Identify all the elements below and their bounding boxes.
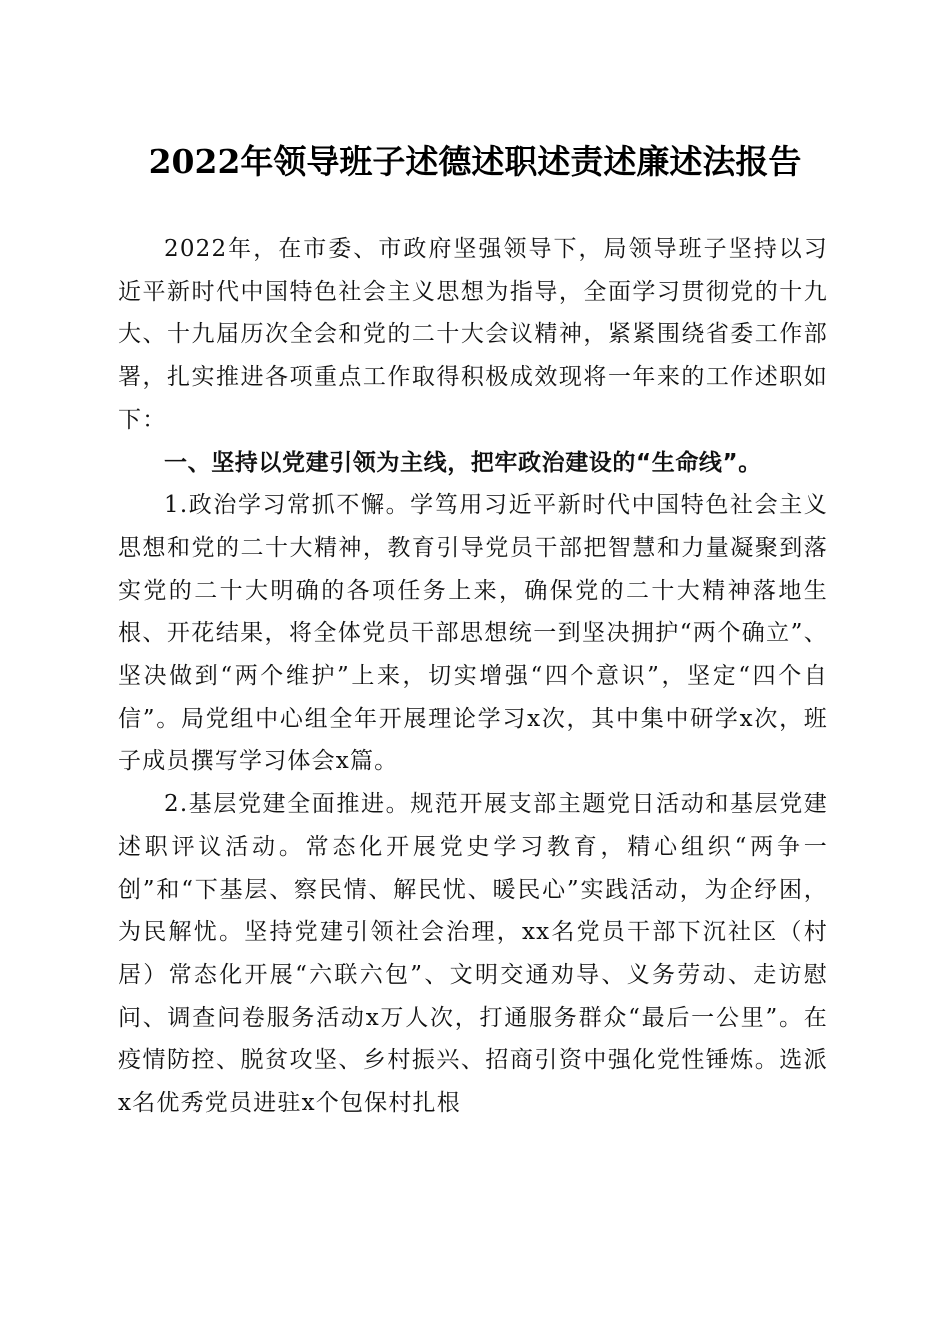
document-title: 2022年领导班子述德述职述责述廉述法报告: [148, 142, 802, 181]
document-body: [118, 228, 828, 1125]
item-paragraph-1: 1.政治学习常抓不懈。学笃用习近平新时代中国特色社会主义思想和党的二十大精神，教育引导党员干部把智慧和力量凝聚到落实党的二十大明确的各项任务上来，确保党的二十大精神落地生根、开花结果，将全体党员干部思想统一到坚决拥护“两个确立”、坚决做到“两个维护”上来，切实增强“四个意识”，坚定“四个自信”。局党组中心组全年开展理论学习x次，其中集中研学x次，班子成员撰写学习体会x篇。: [118, 492, 828, 775]
item-paragraph-2: 2.基层党建全面推进。规范开展支部主题党日活动和基层党建述职评议活动。常态化开展党史学习教育，精心组织“两争一创”和“下基层、察民情、解民忧、暖民心”实践活动，为企纾困，为民解忧。坚持党建引领社会治理，xx名党员干部下沉社区（村居）常态化开展“六联六包”、文明交通劝导、义务劳动、走访慰问、调查问卷服务活动x万人次，打通服务群众“最后一公里”。在疫情防控、脱贫攻坚、乡村振兴、招商引资中强化党性锤炼。选派x名优秀党员进驻x个包保村扎根: [118, 791, 828, 1117]
section-heading: 一、坚持以党建引领为主线，把牢政治建设的“生命线”。: [164, 449, 762, 476]
intro-paragraph: 2022年，在市委、市政府坚强领导下，局领导班子坚持以习近平新时代中国特色社会主义思想为指导，全面学习贯彻党的十九大、十九届历次全会和党的二十大会议精神，紧紧围绕省委工作部署，扎实推进各项重点工作取得积极成效现将一年来的工作述职如下：: [118, 236, 828, 433]
